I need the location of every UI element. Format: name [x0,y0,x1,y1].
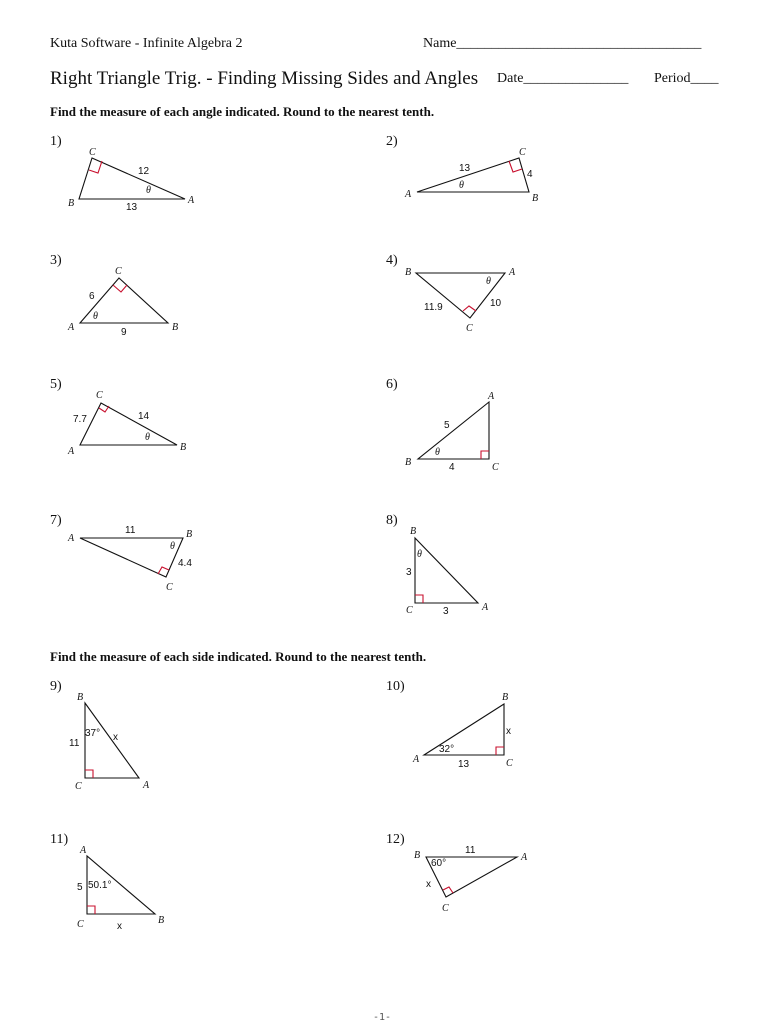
side-label: 6 [89,291,95,302]
triangle-7 [67,525,192,593]
vertex-label: A [488,391,495,402]
period-field: Period____ [654,71,719,86]
side-label: x [506,726,511,737]
vertex-label: C [166,582,173,593]
vertex-label: B [158,915,165,926]
vertex-label: B [414,850,421,861]
vertex-label: C [406,605,413,616]
side-label: x [117,921,122,932]
angle-label: θ [146,185,151,196]
vertex-label: B [172,322,179,333]
side-label: 4.4 [178,558,192,569]
triangle-5 [67,390,186,457]
sides-instructions: Find the measure of each side indicated. Round to the nearest tenth. [50,649,427,664]
side-label: 13 [126,202,138,213]
vertex-label: B [186,529,193,540]
angle-label: θ [145,432,150,443]
vertex-label: A [143,780,150,791]
triangle-6 [405,391,499,473]
side-label: 5 [444,420,450,431]
vertex-label: A [405,189,412,200]
side-label: 4 [527,169,533,180]
problem-number: 11) [50,832,69,847]
problem-number: 3) [50,253,62,268]
side-label: x [426,879,431,890]
triangle-11 [77,845,164,932]
side-label: 5 [77,882,83,893]
angle-label: 32° [439,744,455,755]
vertex-label: A [68,533,75,544]
vertex-label: B [502,692,509,703]
side-label: 11 [125,525,136,536]
side-label: 7.7 [73,414,87,425]
software-name: Kuta Software - Infinite Algebra 2 [50,36,243,51]
vertex-label: A [80,845,87,856]
side-label: 12 [138,166,150,177]
problem-number: 9) [50,679,62,694]
vertex-label: B [180,442,187,453]
vertex-label: A [482,602,489,613]
vertex-label: B [405,457,412,468]
vertex-label: B [410,526,417,537]
problem-number: 5) [50,377,62,392]
vertex-label: C [442,903,449,914]
vertex-label: B [532,193,539,204]
side-label: 3 [406,567,412,578]
vertex-label: C [77,919,84,930]
side-label: 3 [443,606,449,617]
vertex-label: C [96,390,103,401]
page-number: -1- [373,1012,392,1023]
vertex-label: C [506,758,513,769]
angle-label: 60° [431,858,447,869]
angle-label: 37° [85,728,101,739]
angle-label: θ [93,311,98,322]
vertex-label: C [75,781,82,792]
vertex-label: A [68,322,75,333]
side-label: 11 [69,738,80,749]
angle-label: θ [435,447,440,458]
side-label: 11 [465,845,476,856]
date-field: Date_______________ [497,71,629,86]
angles-instructions: Find the measure of each angle indicated. Round to the nearest tenth. [50,104,435,119]
worksheet-title: Right Triangle Trig. - Finding Missing Sides and Angles [50,68,479,89]
problem-number: 10) [386,679,405,694]
side-label: 9 [121,327,127,338]
triangle-3 [67,266,178,338]
side-label: x [113,732,118,743]
vertex-label: C [89,147,96,158]
triangle-8 [406,526,489,617]
vertex-label: A [188,195,195,206]
triangle-12 [414,845,528,914]
problem-number: 2) [386,134,398,149]
problem-number: 12) [386,832,405,847]
vertex-label: A [68,446,75,457]
side-label: 10 [490,298,502,309]
side-label: 13 [458,759,470,770]
problem-number: 1) [50,134,62,149]
vertex-label: C [519,147,526,158]
problem-number: 8) [386,513,398,528]
triangle-2 [404,147,538,204]
problem-number: 4) [386,253,398,268]
vertex-label: A [509,267,516,278]
side-label: 13 [459,163,471,174]
triangle-4 [405,267,516,334]
triangle-9 [69,692,150,792]
angle-label: 50.1° [88,880,112,891]
angle-label: θ [486,276,491,287]
angle-label: θ [459,180,464,191]
vertex-label: A [521,852,528,863]
vertex-label: A [413,754,420,765]
vertex-label: B [77,692,84,703]
angle-label: θ [417,549,422,560]
triangle-1 [68,147,195,213]
side-label: 11.9 [424,302,443,313]
side-label: 14 [138,411,150,422]
triangle-10 [412,692,513,770]
vertex-label: B [405,267,412,278]
name-field: Name___________________________________ [423,36,702,51]
problem-number: 7) [50,513,62,528]
angle-label: θ [170,541,175,552]
vertex-label: C [115,266,122,277]
vertex-label: C [466,323,473,334]
side-label: 4 [449,462,455,473]
problem-number: 6) [386,377,398,392]
vertex-label: B [68,198,75,209]
vertex-label: C [492,462,499,473]
